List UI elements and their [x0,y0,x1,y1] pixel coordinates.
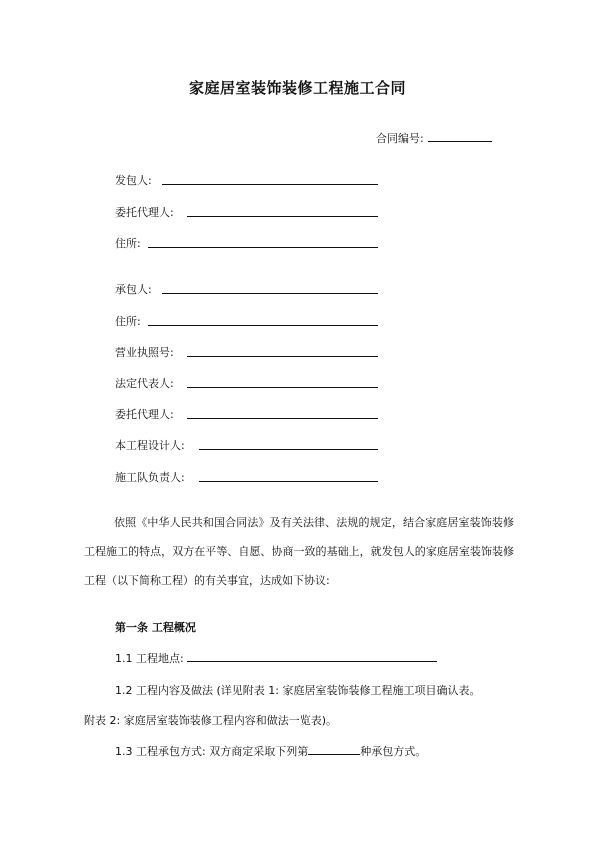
designer-label: 本工程设计人: [115,439,185,452]
team-leader-label: 施工队负责人: [115,471,185,484]
item-1-2-line-2: 附表 2: 家庭居室装饰装修工程内容和做法一览表)。 [84,714,337,727]
team-leader-field[interactable] [115,469,185,485]
contractor-blank[interactable] [162,293,378,294]
legal-rep-blank[interactable] [187,387,378,388]
contractor-address-label: 住所: [115,315,141,328]
project-location-blank[interactable] [187,652,437,662]
item-1-3-prefix: 1.3 工程承包方式: 双方商定采取下列第 [115,745,309,758]
issuer-blank[interactable] [162,184,378,185]
preamble-paragraph [84,508,514,595]
document-title: 家庭居室装饰装修工程施工合同 [188,79,406,97]
article-1-heading: 第一条 工程概况 [115,621,196,634]
designer-blank[interactable] [199,449,378,450]
business-license-field[interactable] [115,344,174,360]
item-1-1[interactable] [115,650,437,666]
issuer-address-field[interactable] [115,235,141,251]
contractor-address-field[interactable] [115,313,141,329]
business-license-label: 营业执照号: [115,346,174,359]
contract-method-blank[interactable] [308,745,360,755]
item-1-3-suffix: 种承包方式。 [360,745,427,758]
legal-rep-label: 法定代表人: [115,377,174,390]
preamble-text: 依照《中华人民共和国合同法》及有关法律、法规的规定，结合家庭居室装饰装修工程施工的特点，双方在平等、自愿、协商一致的基础上，就发包人的家庭居室装饰装修工程（以下简称工程）的有关事宜，达成如下协议: [84,516,514,587]
contractor-agent-blank[interactable] [187,418,378,419]
legal-rep-field[interactable] [115,375,174,391]
contract-number-field[interactable] [376,130,492,146]
contractor-address-blank[interactable] [148,325,378,326]
contractor-label: 承包人: [115,283,152,296]
contract-number-blank[interactable] [428,132,492,142]
contractor-agent-field[interactable] [115,406,174,422]
contractor-agent-label: 委托代理人: [115,408,174,421]
issuer-agent-label: 委托代理人: [115,206,174,219]
issuer-address-label: 住所: [115,237,141,250]
item-1-3[interactable] [115,743,426,759]
issuer-agent-blank[interactable] [187,216,378,217]
item-1-2-line-1: 1.2 工程内容及做法 (详见附表 1: 家庭居室装饰装修工程施工项目确认表。 [115,684,481,697]
contract-number-label: 合同编号: [376,132,424,145]
item-1-1-label: 1.1 工程地点: [115,652,184,665]
issuer-field[interactable] [115,172,152,188]
issuer-agent-field[interactable] [115,204,174,220]
issuer-label: 发包人: [115,174,152,187]
contractor-field[interactable] [115,281,152,297]
team-leader-blank[interactable] [199,481,378,482]
designer-field[interactable] [115,437,185,453]
business-license-blank[interactable] [187,356,378,357]
issuer-address-blank[interactable] [148,247,378,248]
